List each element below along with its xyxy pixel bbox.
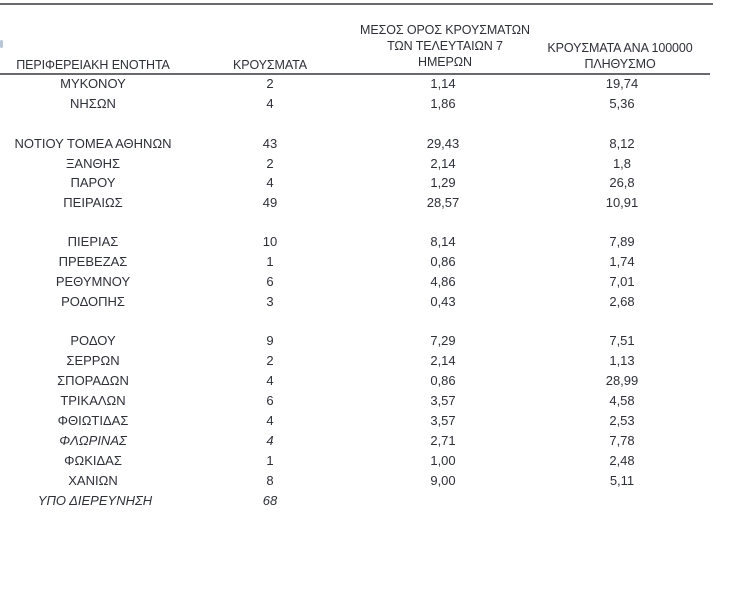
region-cell: ΠΙΕΡΙΑΣ [67, 234, 119, 249]
avg7-cell: 29,43 [426, 136, 460, 151]
table-row [0, 193, 734, 213]
table-row [0, 154, 734, 174]
cases-cell: 49 [262, 195, 278, 210]
cases-cell: 6 [266, 274, 274, 289]
avg7-cell: 28,57 [426, 195, 460, 210]
avg7-cell: 9,00 [430, 473, 456, 488]
per100k-cell: 7,01 [609, 274, 635, 289]
region-cell: ΝΗΣΩΝ [70, 96, 116, 111]
under-investigation-cases: 68 [262, 493, 278, 508]
under-investigation-label: ΥΠΟ ΔΙΕΡΕΥΝΗΣΗ [37, 493, 153, 508]
table-row [0, 252, 734, 272]
per100k-cell: 5,36 [609, 96, 635, 111]
per100k-cell: 2,68 [609, 294, 635, 309]
avg7-cell: 1,00 [430, 453, 456, 468]
avg7-cell: 0,86 [430, 254, 456, 269]
per100k-cell: 7,78 [609, 433, 635, 448]
table-row [0, 431, 734, 451]
cases-cell: 43 [262, 136, 278, 151]
avg7-cell: 2,14 [430, 156, 456, 171]
region-cell: ΤΡΙΚΑΛΩΝ [60, 393, 126, 408]
cases-cell: 2 [266, 76, 274, 91]
header-per100k-line1: ΚΡΟΥΣΜΑΤΑ ΑΝΑ 100000 [547, 41, 693, 55]
cases-cell: 4 [266, 175, 274, 190]
per100k-cell: 7,89 [609, 234, 635, 249]
cases-cell: 9 [266, 333, 274, 348]
header-per100k-line2: ΠΛΗΘΥΣΜΟ [584, 57, 656, 71]
table-row [0, 173, 734, 193]
table-row [0, 391, 734, 411]
per100k-cell: 8,12 [609, 136, 635, 151]
header-avg7-line3: ΗΜΕΡΩΝ [418, 55, 472, 69]
avg7-cell: 3,57 [430, 393, 456, 408]
avg7-cell: 1,86 [430, 96, 456, 111]
per100k-cell: 2,48 [609, 453, 635, 468]
region-cell: ΣΠΟΡΑΔΩΝ [57, 373, 129, 388]
per100k-cell: 26,8 [609, 175, 635, 190]
avg7-cell: 0,43 [430, 294, 456, 309]
avg7-cell: 0,86 [430, 373, 456, 388]
per100k-cell: 10,91 [605, 195, 639, 210]
per100k-cell: 7,51 [609, 333, 635, 348]
region-cell: ΧΑΝΙΩΝ [68, 473, 118, 488]
cases-cell: 4 [266, 373, 274, 388]
region-cell: ΦΛΩΡΙΝΑΣ [59, 433, 127, 448]
region-cell: ΦΘΙΩΤΙΔΑΣ [57, 413, 129, 428]
cases-cell: 1 [266, 254, 274, 269]
under-investigation-row [0, 491, 734, 511]
region-cell: ΣΕΡΡΩΝ [66, 353, 120, 368]
region-cell: ΡΟΔΟΠΗΣ [61, 294, 125, 309]
avg7-cell: 4,86 [430, 274, 456, 289]
cases-cell: 6 [266, 393, 274, 408]
avg7-cell: 8,14 [430, 234, 456, 249]
cases-cell: 2 [266, 156, 274, 171]
region-cell: ΦΩΚΙΔΑΣ [64, 453, 122, 468]
per100k-cell: 19,74 [605, 76, 639, 91]
table-row [0, 331, 734, 351]
cases-cell: 8 [266, 473, 274, 488]
table-row [0, 134, 734, 154]
per100k-cell: 28,99 [605, 373, 639, 388]
per100k-cell: 5,11 [609, 473, 635, 488]
avg7-cell: 2,14 [430, 353, 456, 368]
cases-cell: 4 [266, 413, 274, 428]
region-cell: ΡΟΔΟΥ [70, 333, 116, 348]
table-row [0, 232, 734, 252]
per100k-cell: 2,53 [609, 413, 635, 428]
cases-cell: 4 [266, 433, 274, 448]
header-cases: ΚΡΟΥΣΜΑΤΑ [232, 58, 308, 72]
table-row [0, 74, 734, 94]
per100k-cell: 4,58 [609, 393, 635, 408]
left-edge-mark [0, 40, 3, 48]
header-per100k [530, 40, 710, 72]
region-cell: ΠΡΕΒΕΖΑΣ [58, 254, 128, 269]
avg7-cell: 3,57 [430, 413, 456, 428]
table-row [0, 471, 734, 491]
cases-cell: 2 [266, 353, 274, 368]
table-row [0, 94, 734, 114]
cases-cell: 1 [266, 453, 274, 468]
table-row [0, 292, 734, 312]
avg7-cell: 7,29 [430, 333, 456, 348]
region-cell: ΝΟΤΙΟΥ ΤΟΜΕΑ ΑΘΗΝΩΝ [14, 136, 172, 151]
region-cell: ΜΥΚΟΝΟΥ [60, 76, 126, 91]
per100k-cell: 1,8 [612, 156, 632, 171]
region-cell: ΠΑΡΟΥ [70, 175, 116, 190]
region-cell: ΠΕΙΡΑΙΩΣ [63, 195, 123, 210]
region-cell: ΡΕΘΥΜΝΟΥ [55, 274, 131, 289]
table-row [0, 351, 734, 371]
region-cell: ΞΑΝΘΗΣ [65, 156, 121, 171]
header-region: ΠΕΡΙΦΕΡΕΙΑΚΗ ΕΝΟΤΗΤΑ [16, 58, 170, 72]
table-row [0, 272, 734, 292]
avg7-cell: 1,14 [430, 76, 456, 91]
table-top-rule [0, 3, 713, 5]
table-row [0, 371, 734, 391]
avg7-cell: 1,29 [430, 175, 456, 190]
cases-cell: 10 [262, 234, 278, 249]
avg7-cell: 2,71 [430, 433, 456, 448]
header-avg7-line2: ΤΩΝ ΤΕΛΕΥΤΑΙΩΝ 7 [387, 39, 503, 53]
header-avg7 [350, 22, 540, 70]
cases-cell: 3 [266, 294, 274, 309]
per100k-cell: 1,74 [609, 254, 635, 269]
header-avg7-line1: ΜΕΣΟΣ ΟΡΟΣ ΚΡΟΥΣΜΑΤΩΝ [360, 23, 530, 37]
table-row [0, 411, 734, 431]
table-row [0, 451, 734, 471]
cases-cell: 4 [266, 96, 274, 111]
per100k-cell: 1,13 [609, 353, 635, 368]
